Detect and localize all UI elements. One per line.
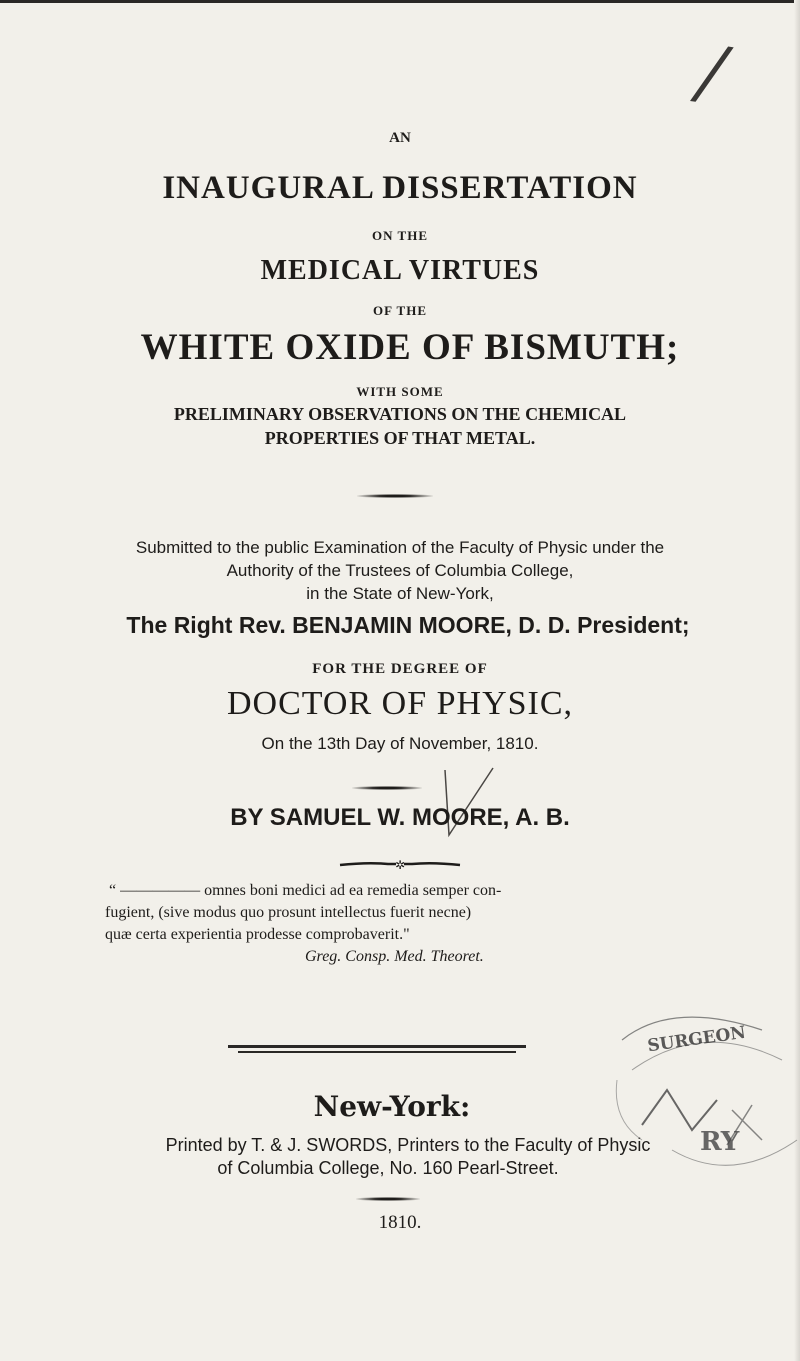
epigraph-line-1 <box>105 880 705 902</box>
printer-line-2: of Columbia College, No. 160 Pearl-Street. <box>217 1158 559 1178</box>
for-degree: FOR THE DEGREE OF <box>312 661 488 677</box>
title-an: AN <box>389 130 411 146</box>
epigraph-line-2: fugient, (sive modus quo prosunt intellectus fuerit necne) <box>105 904 472 921</box>
imprint-place: New-York: <box>313 1090 471 1123</box>
stamp-letters: RY <box>700 1127 740 1157</box>
imprint-rule-2 <box>238 1051 516 1053</box>
opening-quote: “ ————— <box>109 882 201 899</box>
title-of-the: OF THE <box>372 303 428 318</box>
author-line: BY SAMUEL W. MOORE, A. B. <box>230 804 570 831</box>
president-line: The Right Rev. BENJAMIN MOORE, D. D. President; <box>126 612 690 638</box>
submitted-line-1: Submitted to the public Examination of the Faculty of Physic under the <box>135 538 665 557</box>
epigraph <box>105 880 705 968</box>
top-edge-line <box>0 0 800 3</box>
epigraph-text-1: omnes boni medici ad ea remedia semper con- <box>204 882 502 899</box>
submitted-line-3: in the State of New-York, <box>306 584 494 603</box>
preliminary-line-1: PRELIMINARY OBSERVATIONS ON THE CHEMICAL <box>173 404 627 424</box>
with-some: WITH SOME <box>356 384 444 399</box>
imprint-rule <box>228 1045 526 1048</box>
divider-rule <box>357 494 433 498</box>
svg-text:✲: ✲ <box>394 858 406 872</box>
handwritten-check-mark <box>433 760 513 845</box>
dissertation-date: On the 13th Day of November, 1810. <box>261 734 539 753</box>
main-title: INAUGURAL DISSERTATION <box>162 170 638 206</box>
pencil-mark: / <box>694 28 730 116</box>
subject-line-1: MEDICAL VIRTUES <box>260 255 540 286</box>
degree-title: DOCTOR OF PHYSIC, <box>226 685 574 722</box>
preliminary-line-2: PROPERTIES OF THAT METAL. <box>264 428 536 448</box>
submitted-line-2: Authority of the Trustees of Columbia College, <box>226 561 574 580</box>
library-stamp <box>612 1010 800 1170</box>
printer-line-1: Printed by T. & J. SWORDS, Printers to the Faculty of Physic <box>165 1135 651 1155</box>
divider-rule-3 <box>356 1197 420 1201</box>
epigraph-line-3: quæ certa experientia prodesse comprobaverit." <box>105 926 410 943</box>
ornament-rule <box>338 858 462 872</box>
epigraph-source: Greg. Consp. Med. Theoret. <box>305 948 484 965</box>
stamp-text: SURGEON <box>646 1022 748 1057</box>
imprint-year: 1810. <box>378 1212 422 1233</box>
divider-rule-2 <box>352 786 422 790</box>
title-on-the: ON THE <box>372 228 428 243</box>
subject-line-2: WHITE OXIDE OF BISMUTH; <box>140 327 680 368</box>
